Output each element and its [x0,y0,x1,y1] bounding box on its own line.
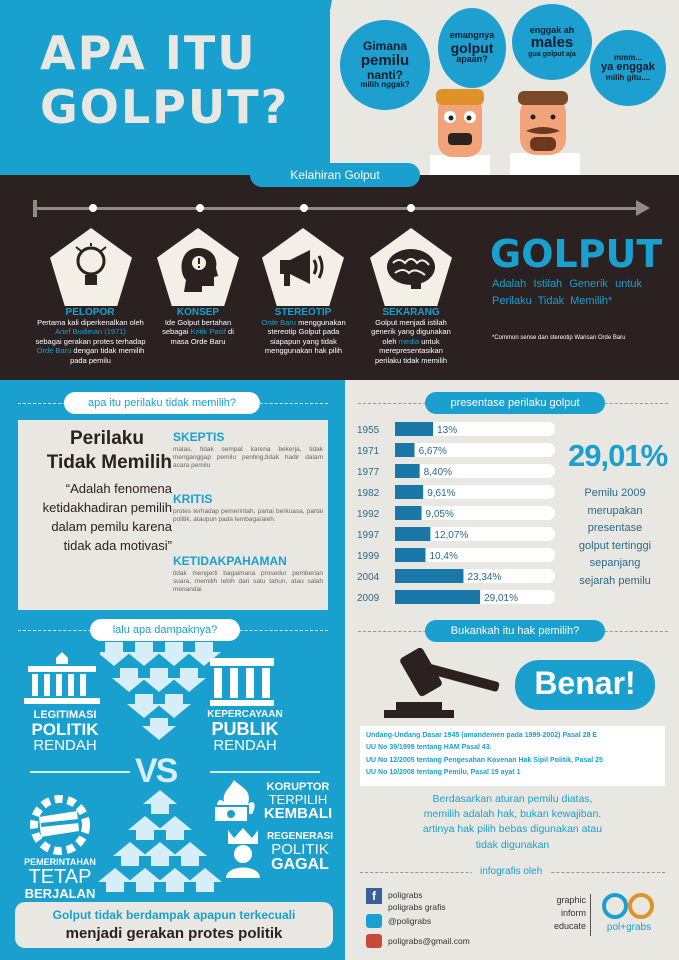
chart-bar [395,590,480,604]
email-icon [366,934,382,948]
bubble-2-line-3: apaan? [456,54,488,65]
money-fire-icon [212,780,262,824]
type-skeptis-name: SKEPTIS [173,430,225,444]
desc-line-5: sepanjang [589,557,641,570]
speech-bubble-4 [590,30,666,106]
speech-bubble-2 [438,8,506,88]
golput-chart [355,418,565,610]
social-twitter[interactable]: @poligrabs [388,916,432,926]
stereotip-text-b: menggunakan [298,318,346,327]
impact-koruptor-1: KORUPTOR [266,781,330,793]
chart-year-label: 1955 [357,425,380,436]
impact-pemerintahan-3: BERJALAN [24,886,96,901]
sekarang-text-f: merepresentasikan [379,346,443,356]
conclusion [360,792,665,853]
impact-kepercayaan-2: PUBLIK [211,719,279,739]
impact-koruptor-3: KEMBALI [263,805,333,822]
stage-sekarang-label: SEKARANG [382,307,440,318]
chart-year-label: 1982 [357,488,380,499]
tagline-divider [590,894,591,936]
bubble-2-line-1: emangnya [449,30,495,41]
chart-bar [395,485,423,499]
chart-year-label: 2004 [357,572,380,583]
facebook-icon: f [366,888,382,904]
brand-name: pol+grabs [606,922,652,933]
speech-bubble-1 [340,20,430,110]
chart-value-label: 8,40% [423,467,452,478]
chart-title-pill: presentase perilaku golput [425,392,605,414]
timeline-arrow-line [35,207,640,210]
timeline-start-cap [33,200,37,217]
behavior-heading-2: Tidak Memilih [46,452,172,473]
conclusion-4: tidak digunakan [475,838,550,851]
chart-value-label: 23,34% [467,572,502,583]
stage-sekarang-text [355,318,467,365]
desc-line-2: merupakan [587,504,643,517]
chart-value-label: 6,67% [418,446,447,457]
chart-bar [395,548,426,562]
desc-line-1: Pemilu 2009 [584,487,646,499]
chart-value-label: 29,01% [484,593,519,604]
bubble-4-line-3: milih gitu.... [605,72,651,82]
gavel-icon [380,648,510,728]
chart-value-label: 10,4% [429,551,458,562]
type-skeptis-desc: malas, tidak sempat karena bekerja, tidak menganggap pemilu penting,tidak hadir dalam acara pemilu [173,446,323,470]
laws-list [366,730,666,779]
timeline-dot-2 [196,204,204,212]
benar-text: Benar! [534,665,636,701]
bubble-1-line-2: pemilu [360,51,410,69]
columns-building-icon [210,658,274,706]
government-building-icon [22,652,102,704]
desc-line-3: presentase [587,522,643,535]
chart-bar [395,422,433,436]
chart-year-label: 1992 [357,509,380,520]
bubble-2-line-2: golput [450,39,494,56]
crown-person-icon [222,826,264,878]
type-ketidakpahaman-name: KETIDAKPAHAMAN [173,554,287,568]
konsep-text-b: sebagai [162,327,189,337]
golput-word: GOLPUT [490,232,663,276]
bubble-4-line-2: ya enggak [601,61,655,74]
social-facebook-grafis[interactable]: poligrabs grafis [388,902,446,912]
chart-bar [395,464,420,478]
type-kritis-desc: protes terhadap pemerintah, partai berkuasa, partai politik, ataupun pada lembaga/aleh. [173,508,323,524]
speech-bubble-3 [512,4,592,80]
timeline-title: Kelahiran Golput [250,163,420,187]
left-q2-pill: lalu apa dampaknya? [90,619,240,641]
impact-kepercayaan-3: RENDAH [213,737,277,754]
stereotip-text-d: siapapun yang tidak [270,336,337,346]
cartoon-people-icon [420,85,590,180]
bubble-3-line-2: males [530,34,574,52]
type-kritis-name: KRITIS [173,492,213,506]
chart-value-label: 9,05% [425,509,454,520]
golput-definition: Adalah Istilah Generik untuk Perilaku Tidak Memilih* [492,278,642,308]
stage-pelopor-label: PELOPOR [65,307,115,318]
stage-pelopor-text [28,318,153,365]
pelopor-text-b: Arief Budiman (1971) [55,327,126,337]
tagline [530,894,586,933]
left-bottom-text-1: Golput tidak berdampak apapun terkecuali [52,908,296,922]
impact-legitimasi-3: RENDAH [33,737,97,754]
impact-legitimasi-2: POLITIK [31,720,99,739]
law-1: Undang-Undang Dasar 1945 (amandemen pada 1999-2002) Pasal 28 E [366,732,598,739]
pelopor-text-f: pada pemilu [70,355,111,365]
impact-regenerasi-3: GAGAL [271,856,329,873]
behavior-quote: “Adalah fenomena ketidakhadiran pemilih dalam pemilu karena tidak ada motivasi” [42,481,172,553]
head-idea-icon [178,246,220,292]
law-2: UU No 39/1999 tentang HAM Pasal 43. [366,744,492,752]
bubble-3-line-1: enggak ah [529,24,575,35]
chart-value-label: 12,07% [434,530,469,541]
stage-stereotip-text [246,318,361,356]
impact-regenerasi-2: POLITIK [271,841,329,858]
konsep-text-d: di [228,327,234,337]
chart-bar [395,443,415,457]
stage-konsep-text [142,318,254,346]
tagline-1: graphic [556,895,586,905]
chart-year-label: 1977 [357,467,380,478]
desc-line-4: golput tertinggi [578,539,652,552]
type-ketidakpahaman-desc: tidak mengerti bagaimana prosedur pemberian suara, memilih lebih dari satu tahun, atau salah menandai [173,570,323,594]
sekarang-text-d: media [398,336,420,346]
q3-pill: Bukankah itu hak pemilih? [425,620,605,642]
timeline-dot-3 [300,204,308,212]
vs-line-left [30,771,130,773]
left-q1-pill: apa itu perilaku tidak memilih? [64,392,260,414]
sekarang-text-c: oleh [382,336,397,346]
konsep-text-e: masa Orde Baru [170,336,226,346]
behavior-heading-1: Perilaku [70,428,144,449]
impact-legitimasi [20,710,110,753]
stereotip-text-a: Orde Baru [261,318,296,327]
impact-regenerasi [260,832,340,873]
big-percentage: 29,01% [568,438,668,473]
konsep-text-c: Kritik Pasif [190,327,226,337]
desc-line-6: sejarah pemilu [579,574,651,587]
left-bottom-text-2: menjadi gerakan protes politik [65,925,283,942]
stage-konsep-label: KONSEP [176,307,220,318]
stereotip-text-e: menggunakan hak pilih [264,346,343,356]
chart-value-label: 13% [437,425,458,436]
vs-line-right [210,771,320,773]
impact-kepercayaan-1: KEPERCAYAAN [207,709,283,720]
title-line-1: APA ITU [40,26,257,80]
conclusion-1: Berdasarkan aturan pemilu diatas, [432,793,593,805]
bubble-4-line-1: mmm... [613,52,642,62]
sekarang-text-g: perilaku tidak memilih [374,355,448,365]
social-email[interactable]: poligrabs@gmail.com [388,936,470,946]
tagline-3: educate [553,921,586,932]
chart-year-label: 2009 [357,593,380,604]
stereotip-text-c: stereotip Golput pada [267,327,340,337]
chart-year-label: 1971 [357,446,380,457]
law-4: UU No 10/2008 tentang Pemilu, Pasal 19 ayat 1 [366,768,521,776]
bubble-1-line-3: nanti? [367,67,403,82]
sekarang-text-b: generik yang digunakan [371,327,451,337]
stage-stereotip-label: STEREOTIP [274,307,332,318]
impact-koruptor [258,782,338,821]
timeline-dot-1 [89,204,97,212]
vs-text: VS [135,752,177,790]
law-3: UU No 12/2005 tentang Pengesahan Kovenan Hak Sipil Politik, Pasal 25 [366,756,603,764]
impact-koruptor-2: TERPILIH [268,792,328,807]
conclusion-3: artinya hak pilih bebas digunakan atau [422,823,603,836]
chart-bar [395,506,422,520]
title-line-2: GOLPUT? [40,80,290,134]
bubble-1-line-4: milih nggak? [360,80,410,90]
bubble-3-line-3: gua golput aja [528,50,576,58]
megaphone-icon [278,248,328,288]
sekarang-text-a: Golput menjadi istilah [375,318,447,327]
chart-bar [395,569,463,583]
bubble-1-line-1: Gimana [362,39,407,54]
twitter-icon [366,914,382,928]
credit-text: infografis oleh [472,866,550,877]
pelopor-text-a: Pertama kali diperkenalkan oleh [37,318,144,327]
social-facebook[interactable]: poligrabs [388,890,423,900]
pelopor-text-c: sebagai gerakan protes terhadap [35,336,146,346]
chart-value-label: 9,61% [427,488,456,499]
pelopor-text-e: dengan tidak memilih [73,346,145,356]
chart-year-label: 1997 [357,530,380,541]
chart-bar [395,527,430,541]
golput-footnote: *Common sense dan stereotip Warisan Orde Baru [492,335,626,341]
conclusion-2: memilih adalah hak, bukan kewajiban. [423,808,602,821]
pelopor-text-d: Orde Baru [36,346,72,356]
pemilu-2009-desc [565,485,665,591]
impact-pemerintahan-2: TETAP [28,866,92,888]
lightbulb-icon [74,243,108,295]
chart-year-label: 1999 [357,551,380,562]
sekarang-text-e: untuk [421,336,440,346]
tagline-2: inform [560,908,586,919]
impact-regenerasi-1: REGENERASI [266,831,334,842]
impact-pemerintahan-1: PEMERINTAHAN [24,857,96,867]
impact-kepercayaan [200,710,290,753]
polgrabs-logo-icon [600,892,656,920]
impact-pemerintahan [12,858,108,900]
konsep-text-a: Ide Golput bertahan [164,318,232,327]
impact-legitimasi-1: LEGITIMASI [33,709,97,721]
timeline-dot-4 [407,204,415,212]
brain-icon [385,247,437,291]
gear-flag-icon [25,795,95,855]
